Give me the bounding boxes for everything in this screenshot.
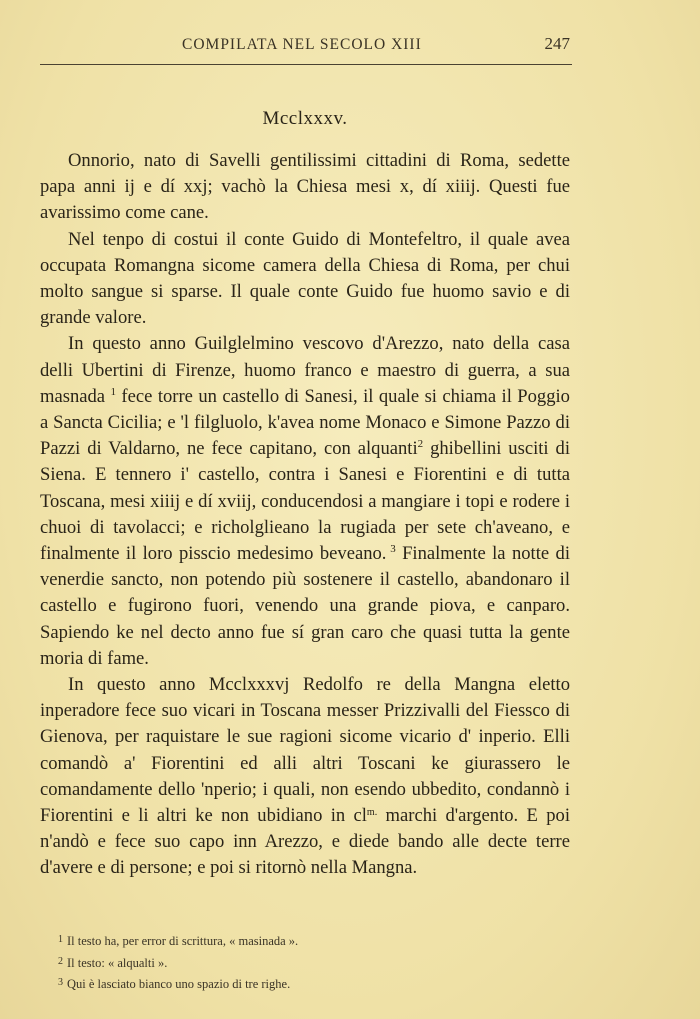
page-number: 247 — [544, 34, 570, 53]
paragraph-text: In questo anno Guilglelmino vescovo d'Arezzo, nato della casa delli Ubertini di Firenze, huomo franco e maestro di guerra, a sua masnada — [40, 333, 570, 407]
footnote-text: Qui è lasciato bianco uno spazio di tre righe. — [67, 977, 291, 991]
running-title: COMPILATA NEL SECOLO XIII — [182, 36, 422, 53]
paragraph-guilglelmino — [40, 331, 570, 672]
paragraph-text: Finalmente la notte di venerdie sancto, non potendo più sostenere il castello, abandonaro il castello e fugirono fuori, venendo una grande piova, e canparo. Sapiendo ke nel decto anno fue sí gran caro che quasi tutta la gente moria di fame. — [40, 543, 570, 669]
footnote-number: 3 — [58, 977, 63, 988]
footnote-text: Il testo ha, per error di scrittura, « masinada ». — [67, 934, 299, 948]
superscript-m: m. — [366, 807, 378, 819]
footnote-text: Il testo: « alqualti ». — [67, 955, 168, 970]
running-header — [40, 34, 570, 60]
footnote — [58, 930, 558, 952]
footnote — [58, 973, 558, 995]
footnote-ref-2: 2 — [417, 438, 424, 451]
paragraph-onnorio: Onnorio, nato di Savelli gentilissimi cittadini di Roma, sedette papa anni ij e dí xxj; vachò la Chiesa mesi x, dí xiiij. Questi fue avarissimo come cane. — [40, 150, 570, 224]
footnote-ref-1: 1 — [110, 385, 116, 398]
footnote-number: 2 — [58, 955, 63, 967]
footnotes — [58, 930, 558, 995]
footnote-ref-3: 3 — [390, 543, 396, 556]
footnote-number: 1 — [58, 934, 63, 945]
paragraph-text: fece torre un castello di Sanesi, il quale si chiama il Poggio a Sancta Cicilia; e 'l filgluolo, k'avea nome Monaco e Simone Pazzo di Pazzi di Valdarno, ne fece capitano, con alquanti — [40, 385, 570, 460]
paragraph-redolfo — [40, 672, 570, 882]
chronicle-text — [40, 148, 570, 882]
header-rule — [40, 64, 572, 65]
paragraph-montefeltro: Nel tenpo di costui il conte Guido di Montefeltro, il quale avea occupata Romangna sicome camera della Chiesa di Roma, per chui molto sangue si sparse. Il quale conte Guido fue huomo savio e di grande valore. — [40, 228, 570, 329]
paragraph-text: In questo anno Mcclxxxvj Redolfo re della Mangna eletto inperadore fece suo vicari in Toscana messer Prizzivalli del Fiessco di Gienova, per raquistare le sue ragioni sicome vicario d' inperio. Elli comandò a' Fiorentini ed alli altri Toscani ke giurassero le comandamente dello 'nperio; i quali, non esendo ubbedito, condannò i Fiorentini e li altri ke non ubidiano in cl — [40, 674, 570, 827]
year-heading: Mcclxxxv. — [262, 108, 348, 129]
footnote — [58, 952, 558, 974]
paragraph-text: marchi d'argento. E poi n'andò e fece suo capo inn Arezzo, e diede bando alle decte terre d'avere e di persone; e poi si ritornò nella Mangna. — [40, 805, 570, 879]
paragraph-text: ghibellini usciti di Siena. E tennero i' castello, contra i Sanesi e Fiorentini e di tutta Toscana, mesi xiiij e dí xviij, conducendosi a mangiare i topi e rodere i chuoi di tavolacci; e richolglieano la rugiada per sete ch'aveano, e finalmente il loro pisscio medesimo beveano. — [40, 438, 570, 565]
